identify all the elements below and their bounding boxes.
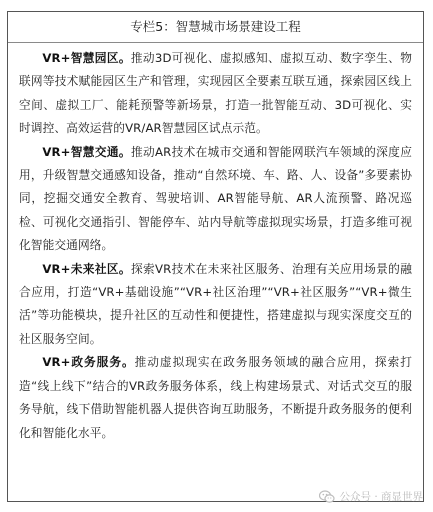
paragraph-lead: VR+未来社区。 bbox=[42, 261, 131, 276]
paragraph-lead: VR+智慧园区。 bbox=[42, 51, 131, 65]
watermark-text: 公众号 · 商显世界 bbox=[339, 491, 423, 503]
paragraph-lead: VR+智慧交通。 bbox=[42, 144, 131, 159]
paragraph-lead: VR+政务服务。 bbox=[42, 355, 135, 370]
paragraph-body: 推动虚拟现实在政务服务领域的融合应用，探索打造“线上线下”结合的VR政务服务体系，线上构建场景式、对话式交互的服务导航，线下借助智能机器人提供咨询互助服务，不断提升政务服务的便利化和智能化水平。 bbox=[19, 355, 412, 440]
panel-content bbox=[8, 43, 423, 445]
watermark bbox=[319, 489, 423, 504]
paragraph-body: 探索VR技术在未来社区服务、治理有关应用场景的融合应用，打造“VR+基础设施”“VR+社区治理”“VR+社区服务”“VR+微生活”等功能模块，提升社区的互动性和便捷性，搭建虚拟与现实深度交互的社区服务空间。 bbox=[19, 261, 412, 346]
panel-title: 专栏5：智慧城市场景建设工程 bbox=[8, 12, 423, 43]
paragraph-smart-park bbox=[19, 47, 412, 141]
column-panel bbox=[7, 11, 424, 502]
paragraph-future-community bbox=[19, 258, 412, 352]
wechat-icon bbox=[319, 490, 335, 504]
paragraph-smart-transport bbox=[19, 141, 412, 258]
paragraph-body: 推动AR技术在城市交通和智能网联汽车领域的深度应用，升级智慧交通感知设备，推动“自然环境、车、路、人、设备”多要素协同，挖掘交通安全教育、驾驶培训、AR智能导航、AR人流预警、路况巡检、可视化交通指引、智能停车、站内导航等虚拟现实场景，打造多维可视化智能交通网络。 bbox=[19, 144, 412, 253]
paragraph-government-service bbox=[19, 351, 412, 445]
paragraph-body: 推动3D可视化、虚拟感知、虚拟互动、数字孪生、物联网等技术赋能园区生产和管理，实现园区全要素互联互通，探索园区线上空间、虚拟工厂、能耗预警等新场景，打造一批智能互动、3D可视化、实时调控、高效运营的VR/AR智慧园区试点示范。 bbox=[19, 51, 412, 136]
